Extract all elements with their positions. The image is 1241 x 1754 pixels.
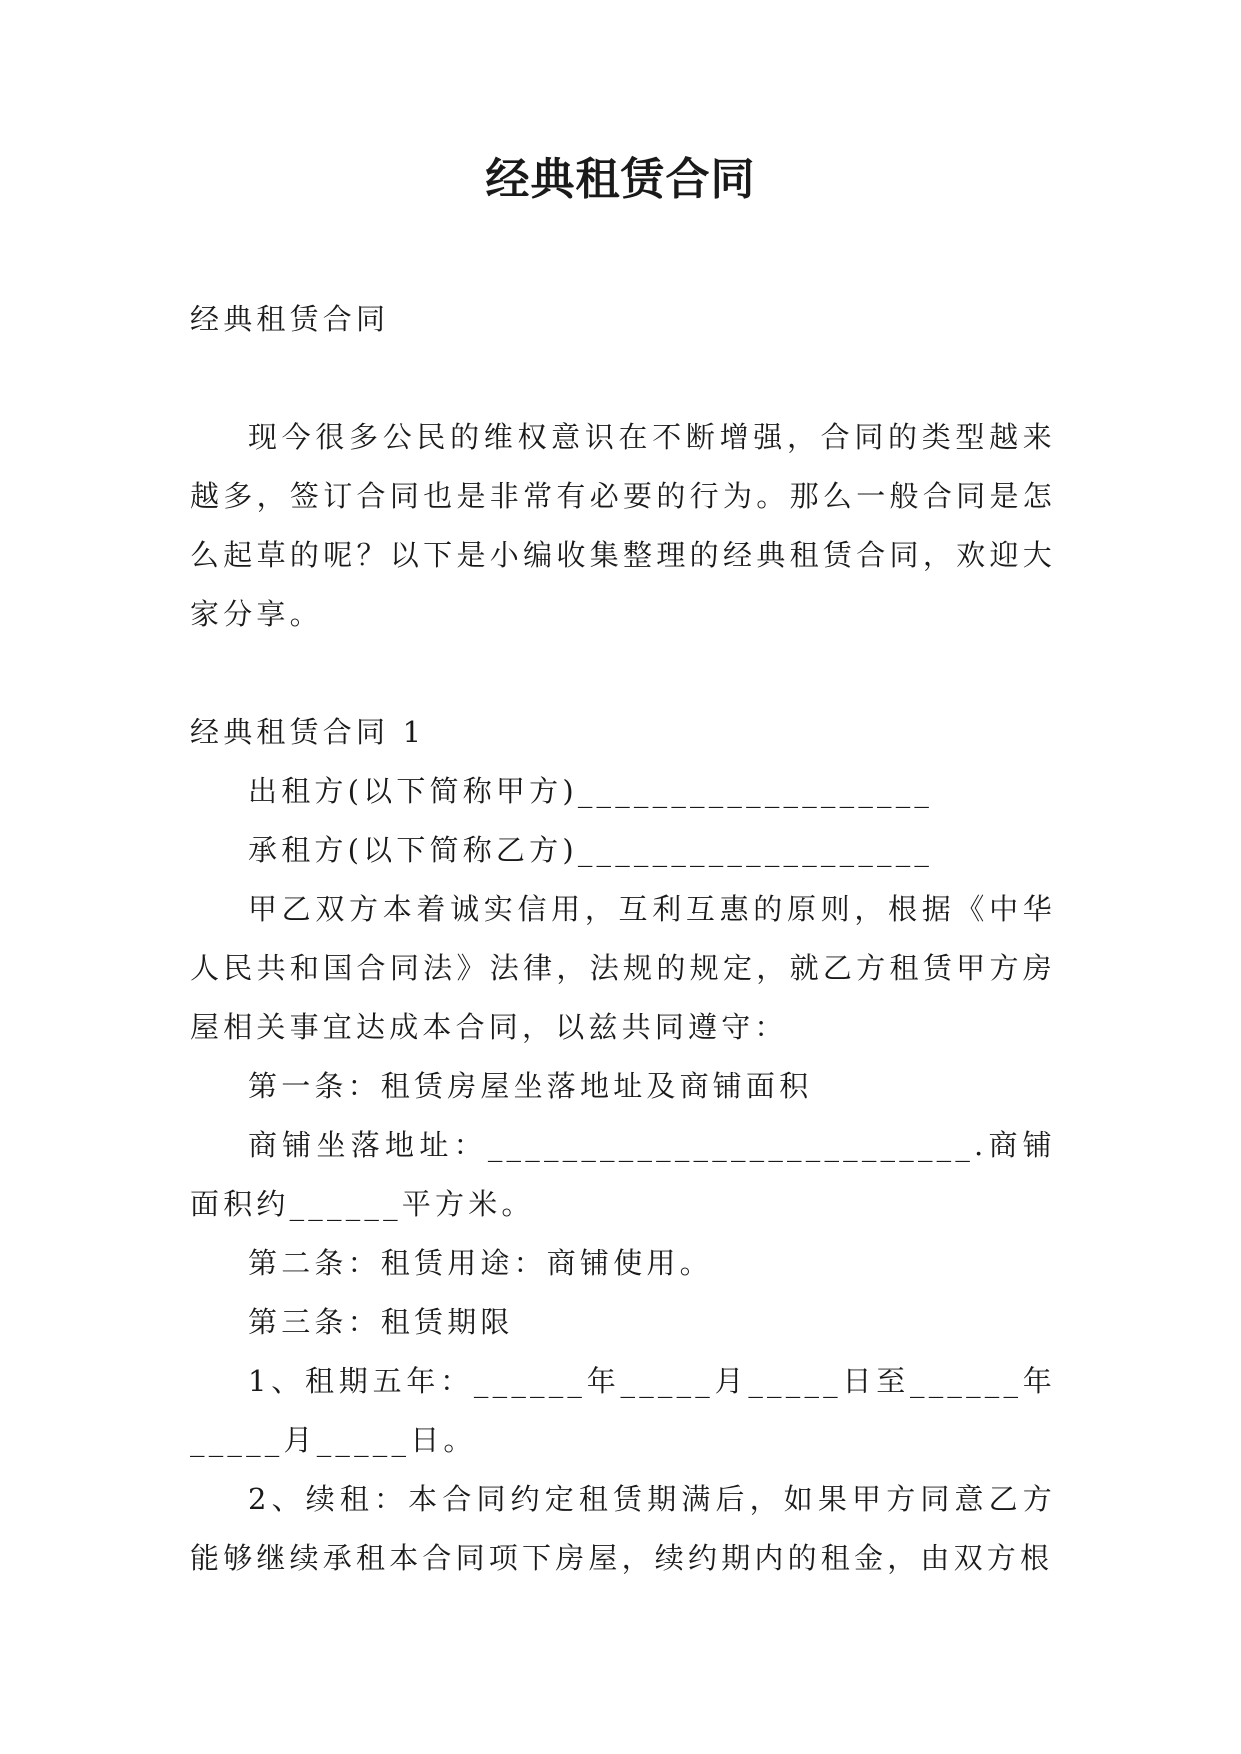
term-clause-1: 1、租期五年：______年_____月_____日至______年_____月_____日。 xyxy=(190,1364,1056,1457)
document-subtitle: 经典租赁合同 xyxy=(190,302,390,336)
document-body xyxy=(190,290,1056,1588)
term-clause-2: 2、续租：本合同约定租赁期满后，如果甲方同意乙方能够继续承租本合同项下房屋，续约期内的租金，由双方根 xyxy=(190,1482,1056,1575)
document-title: 经典租赁合同 xyxy=(485,154,756,205)
intro-paragraph: 现今很多公民的维权意识在不断增强，合同的类型越来越多，签订合同也是非常有必要的行为。那么一般合同是怎么起草的呢？以下是小编收集整理的经典租赁合同，欢迎大家分享。 xyxy=(190,420,1056,631)
article-1-title: 第一条：租赁房屋坐落地址及商铺面积 xyxy=(248,1069,813,1103)
article-3-title: 第三条：租赁期限 xyxy=(248,1305,514,1339)
section-heading: 经典租赁合同 1 xyxy=(190,715,426,749)
lessee-line: 承租方(以下简称乙方)___________________ xyxy=(248,833,934,867)
article-1-body: 商铺坐落地址：__________________________.商铺面积约______平方米。 xyxy=(190,1128,1056,1221)
lessor-line: 出租方(以下简称甲方)___________________ xyxy=(248,774,934,808)
article-2: 第二条：租赁用途：商铺使用。 xyxy=(248,1246,713,1280)
preamble-paragraph: 甲乙双方本着诚实信用，互利互惠的原则，根据《中华人民共和国合同法》法律，法规的规定，就乙方租赁甲方房屋相关事宜达成本合同，以兹共同遵守： xyxy=(190,892,1056,1044)
